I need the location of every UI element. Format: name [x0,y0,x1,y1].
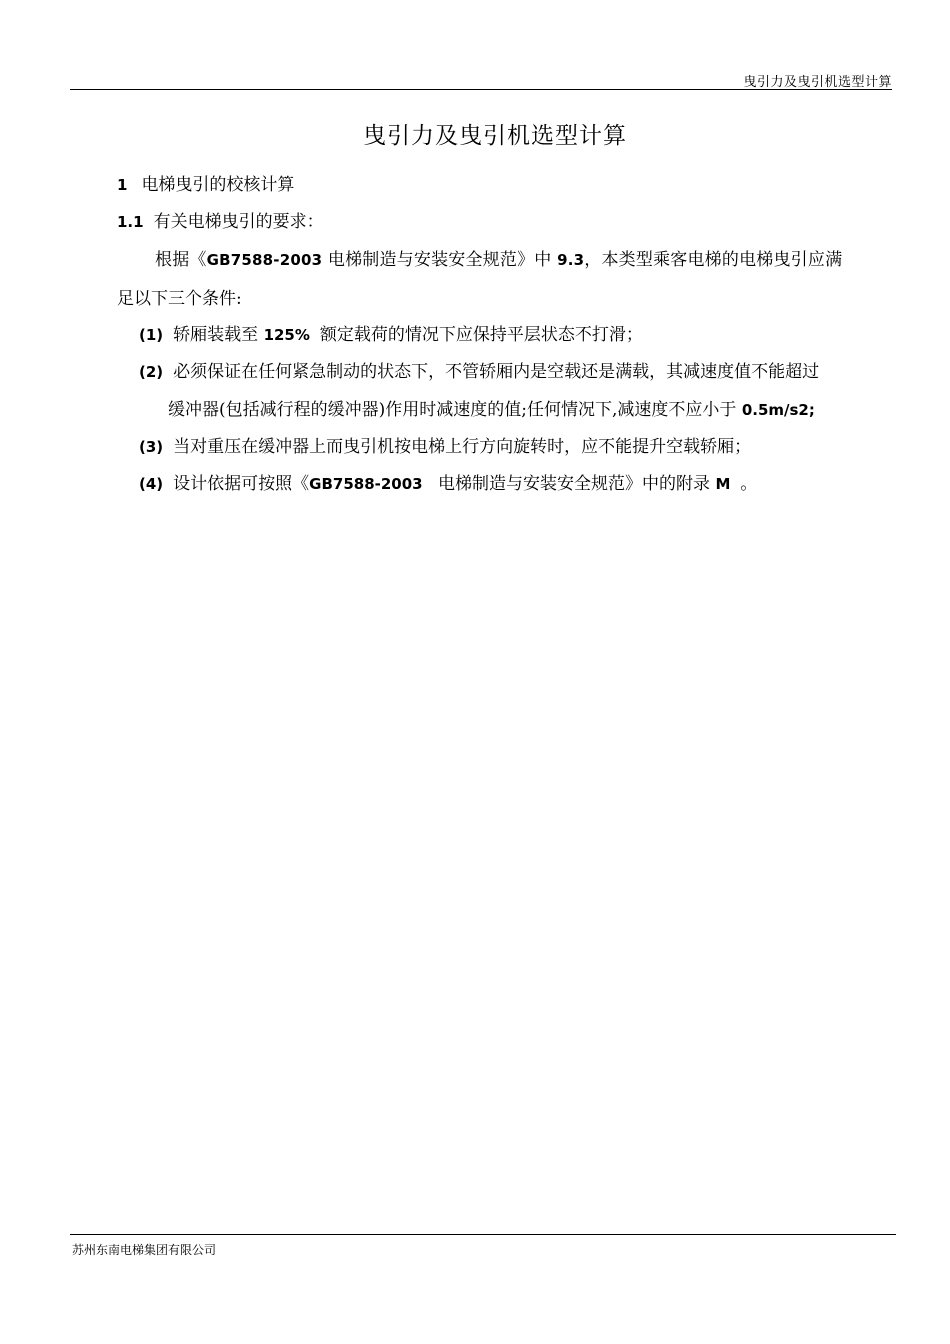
intro-paragraph-line-1 [155,245,842,270]
section-1-1-heading [117,207,324,232]
paragraph-text: 电梯制造与安装安全规范》中 [322,250,558,270]
list-marker: (2) [139,363,164,381]
section-1-heading [117,170,294,195]
header-rule [70,89,892,90]
intro-paragraph-line-2: 足以下三个条件: [117,289,242,309]
footer-rule [70,1234,896,1235]
list-marker: (1) [139,326,164,344]
list-marker: (3) [139,438,164,456]
load-percentage: 125% [263,326,310,344]
condition-item-2 [139,357,819,382]
section-heading-text: 电梯曳引的校核计算 [141,175,295,195]
section-number: 1.1 [117,213,144,231]
condition-text: 设计依据可按照《 [173,474,310,494]
condition-item-2-continued [168,395,815,420]
appendix-letter: M [715,475,731,493]
condition-text: 电梯制造与安装安全规范》中的附录 [432,474,716,494]
section-heading-text: 有关电梯曳引的要求： [153,212,324,232]
paragraph-text: ，本类型乘客电梯的电梯曳引应满 [584,250,843,270]
footer-company: 苏州东南电梯集团有限公司 [72,1243,217,1257]
deceleration-value: 0.5m/s2; [741,401,815,419]
paragraph-text: 根据《 [155,250,207,270]
condition-text: 当对重压在缓冲器上而曳引机按电梯上行方向旋转时，应不能提升空载轿厢； [173,437,752,457]
condition-item-3 [139,432,751,457]
condition-item-4 [139,469,757,494]
condition-text: 必须保证在任何紧急制动的状态下，不管轿厢内是空载还是满载，其减速度值不能超过 [173,362,820,382]
document-title: 曳引力及曳引机选型计算 [363,123,627,149]
clause-number: 9.3 [557,251,585,269]
condition-text: 轿厢装载至 [173,325,264,345]
standard-code: GB7588-2003 [309,475,423,493]
running-header: 曳引力及曳引机选型计算 [743,75,892,90]
condition-item-1 [139,320,643,345]
list-marker: (4) [139,475,164,493]
condition-text: 。 [740,474,758,494]
standard-code: GB7588-2003 [206,251,323,269]
section-number: 1 [117,176,128,194]
condition-text: 缓冲器(包括减行程的缓冲器)作用时减速度的值;任何情况下,减速度不应小于 [168,400,742,420]
condition-text: 额定载荷的情况下应保持平层状态不打滑； [319,325,643,345]
